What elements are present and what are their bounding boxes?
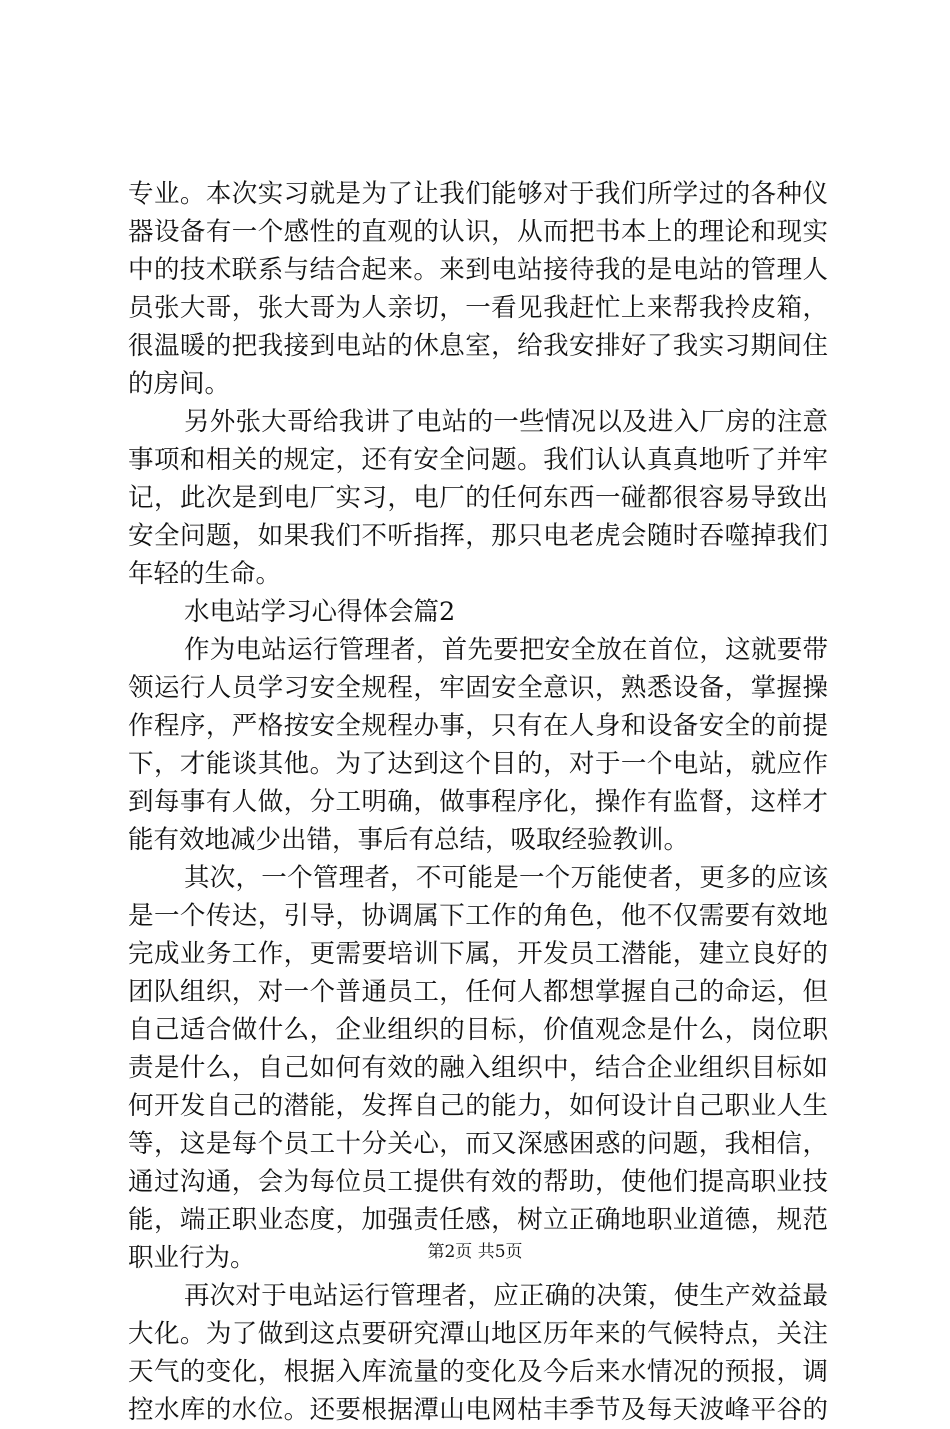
text-line: 中的技术联系与结合起来。来到电站接待我的是电站的管理人 bbox=[128, 255, 828, 285]
text-line: 能有效地减少出错，事后有总结，吸取经验教训。 bbox=[128, 825, 690, 855]
text-line: 等，这是每个员工十分关心，而又深感困惑的问题，我相信， bbox=[128, 1129, 828, 1159]
text-line: 能，端正职业态度，加强责任感，树立正确地职业道德，规范 bbox=[128, 1205, 828, 1235]
text-line: 安全问题，如果我们不听指挥，那只电老虎会随时吞噬掉我们 bbox=[128, 521, 828, 551]
text-line: 事项和相关的规定，还有安全问题。我们认认真真地听了并牢 bbox=[128, 445, 828, 475]
text-line: 天气的变化，根据入库流量的变化及今后来水情况的预报，调 bbox=[128, 1357, 828, 1387]
text-line: 其次，一个管理者，不可能是一个万能使者，更多的应该 bbox=[184, 863, 828, 893]
page-number-footer: 第2页 共5页 bbox=[427, 1242, 523, 1262]
text-line: 下，才能谈其他。为了达到这个目的，对于一个电站，就应作 bbox=[128, 749, 828, 779]
text-line: 领运行人员学习安全规程，牢固安全意识，熟悉设备，掌握操 bbox=[128, 673, 828, 703]
section-heading: 水电站学习心得体会篇2 bbox=[184, 597, 456, 627]
text-line: 完成业务工作，更需要培训下属，开发员工潜能，建立良好的 bbox=[128, 939, 828, 969]
text-line: 团队组织，对一个普通员工，任何人都想掌握自己的命运，但 bbox=[128, 977, 828, 1007]
text-line: 职业行为。 bbox=[128, 1243, 256, 1273]
text-line: 器设备有一个感性的直观的认识，从而把书本上的理论和现实 bbox=[128, 217, 828, 247]
text-line: 作为电站运行管理者，首先要把安全放在首位，这就要带 bbox=[184, 635, 828, 665]
text-line: 很温暖的把我接到电站的休息室，给我安排好了我实习期间住 bbox=[128, 331, 828, 361]
text-line: 何开发自己的潜能，发挥自己的能力，如何设计自己职业人生 bbox=[128, 1091, 828, 1121]
text-line: 的房间。 bbox=[128, 369, 231, 399]
text-line: 作程序，严格按安全规程办事，只有在人身和设备安全的前提 bbox=[128, 711, 828, 741]
text-line: 记，此次是到电厂实习，电厂的任何东西一碰都很容易导致出 bbox=[128, 483, 828, 513]
text-line: 是一个传达，引导，协调属下工作的角色，他不仅需要有效地 bbox=[128, 901, 828, 931]
text-line: 自己适合做什么，企业组织的目标，价值观念是什么，岗位职 bbox=[128, 1015, 828, 1045]
text-line: 专业。本次实习就是为了让我们能够对于我们所学过的各种仪 bbox=[128, 179, 828, 209]
text-line: 到每事有人做，分工明确，做事程序化，操作有监督，这样才 bbox=[128, 787, 828, 817]
text-line: 年轻的生命。 bbox=[128, 559, 282, 589]
text-line: 大化。为了做到这点要研究潭山地区历年来的气候特点，关注 bbox=[128, 1319, 828, 1349]
text-line: 责是什么，自己如何有效的融入组织中，结合企业组织目标如 bbox=[128, 1053, 828, 1083]
text-line: 员张大哥，张大哥为人亲切，一看见我赶忙上来帮我拎皮箱， bbox=[128, 293, 828, 323]
text-line: 另外张大哥给我讲了电站的一些情况以及进入厂房的注意 bbox=[184, 407, 828, 437]
text-line: 控水库的水位。还要根据潭山电网枯丰季节及每天波峰平谷的 bbox=[128, 1395, 828, 1425]
text-line: 再次对于电站运行管理者，应正确的决策，使生产效益最 bbox=[184, 1281, 828, 1311]
text-line: 通过沟通，会为每位员工提供有效的帮助，使他们提高职业技 bbox=[128, 1167, 828, 1197]
